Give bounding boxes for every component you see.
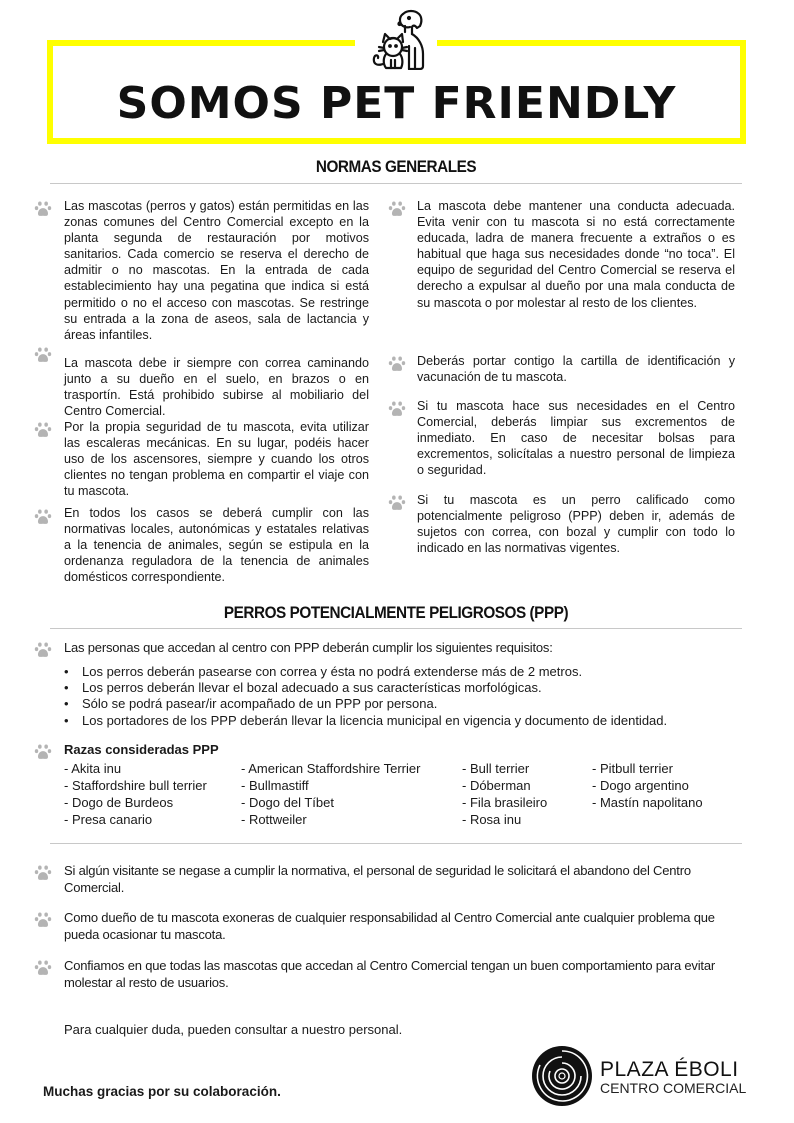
- breed-item: - Staffordshire bull terrier: [64, 778, 207, 793]
- breed-item: - Fila brasileiro: [462, 795, 548, 810]
- logo-subtitle: CENTRO COMERCIAL: [600, 1080, 747, 1096]
- breed-item: - Bullmastiff: [241, 778, 309, 793]
- page-title: SOMOS PET FRIENDLY: [116, 78, 677, 129]
- breed-item: - Akita inu: [64, 761, 122, 776]
- closing-text: Como dueño de tu mascota exoneras de cualquier responsabilidad al Centro Comercial ante cualquier problema que pueda ocasionar tu mascota.: [64, 910, 715, 942]
- dog-and-cat-icon: [365, 8, 429, 70]
- rule-text: Si tu mascota es un perro calificado como potencialmente peligroso (PPP) deben ir, además de sujetos con correa, con bozal y cumplir con todo lo indicado en las normativas vigentes.: [417, 493, 735, 556]
- paw-icon: [34, 911, 52, 929]
- breed-item: - Presa canario: [64, 812, 153, 827]
- paw-icon: [34, 508, 52, 526]
- rule-text: En todos los casos se deberá cumplir con las normativas locales, autonómicas y estatales relativas a la tenencia de animales, según se estipula en la ordenanza reguladora de la tenencia de animales domésticos correspondiente.: [64, 506, 369, 585]
- breeds-column: [241, 760, 420, 828]
- paw-icon: [34, 743, 52, 761]
- contact-note: Para cualquier duda, pueden consultar a nuestro personal.: [64, 1022, 403, 1037]
- breeds-column: [64, 760, 207, 828]
- rule-text: Si tu mascota hace sus necesidades en el Centro Comercial, deberás limpiar sus excrementos de inmediato. En caso de necesitar bolsas para excrementos, solicítalas a nuestro personal de limpieza o seguridad.: [417, 399, 735, 478]
- breed-item: - Dogo de Burdeos: [64, 795, 174, 810]
- section-title-ppp: PERROS POTENCIALMENTE PELIGROSOS (PPP): [223, 603, 569, 622]
- list-item: • Sólo se podrá pasear/ir acompañado de un PPP por persona.: [64, 696, 667, 712]
- breed-item: - Rosa inu: [462, 812, 522, 827]
- breed-item: - American Staffordshire Terrier: [241, 761, 421, 776]
- breed-item: - Dóberman: [462, 778, 531, 793]
- plaza-eboli-logo-icon: [531, 1045, 593, 1107]
- breed-item: - Dogo del Tíbet: [241, 795, 334, 810]
- divider: [50, 183, 742, 184]
- paw-icon: [34, 421, 52, 439]
- breed-item: - Bull terrier: [462, 761, 530, 776]
- breeds-column: [462, 760, 547, 828]
- paw-icon: [388, 355, 406, 373]
- divider: [50, 628, 742, 629]
- ppp-intro: Las personas que accedan al centro con PPP deberán cumplir los siguientes requisitos:: [64, 640, 553, 655]
- paw-icon: [34, 864, 52, 882]
- closing-text: Confiamos en que todas las mascotas que accedan al Centro Comercial tengan un buen comportamiento para evitar molestar al resto de usuarios.: [64, 958, 715, 990]
- ppp-requirements-list: [64, 664, 667, 729]
- thanks-text: Muchas gracias por su colaboración.: [43, 1084, 281, 1099]
- breed-item: - Mastín napolitano: [592, 795, 703, 810]
- paw-icon: [34, 200, 52, 218]
- paw-icon: [388, 494, 406, 512]
- paw-icon: [34, 959, 52, 977]
- breeds-column: [592, 760, 703, 811]
- rule-text: Deberás portar contigo la cartilla de identificación y vacunación de tu mascota.: [417, 354, 735, 385]
- list-item: • Los perros deberán pasearse con correa y ésta no podrá extenderse más de 2 metros.: [64, 664, 667, 680]
- rule-text: Por la propia seguridad de tu mascota, evita utilizar las escaleras mecánicas. En su lugar, podéis hacer uso de los ascensores, siempre y cuando los otros clientes no tengan problema en compartir el viaje con tu mascota.: [64, 420, 369, 499]
- section-title-normas-generales: NORMAS GENERALES: [315, 157, 477, 176]
- breed-item: - Pitbull terrier: [592, 761, 673, 776]
- breed-item: - Rottweiler: [241, 812, 307, 827]
- paw-icon: [388, 200, 406, 218]
- list-item: • Los portadores de los PPP deberán llevar la licencia municipal en vigencia y documento de identidad.: [64, 713, 667, 729]
- divider: [50, 843, 742, 844]
- paw-icon: [34, 346, 52, 364]
- paw-icon: [34, 641, 52, 659]
- logo-name: PLAZA ÉBOLI: [600, 1058, 739, 1081]
- closing-text: Si algún visitante se negase a cumplir la normativa, el personal de seguridad le solicitará el abandono del Centro Comercial.: [64, 863, 691, 895]
- rule-text: La mascota debe ir siempre con correa caminando junto a su dueño en el suelo, en brazos o en trasportín. Está prohibido subirse al mobiliario del Centro Comercial.: [64, 356, 369, 419]
- breed-item: - Dogo argentino: [592, 778, 689, 793]
- rule-text: La mascota debe mantener una conducta adecuada. Evita venir con tu mascota si no está correctamente educada, ladra de manera frecuente a extraños o es habitual que haga sus necesidades donde “no toca”. El equipo de seguridad del Centro Comercial se reserva el derecho a expulsar al dueño por una mala conducta de su mascota o por molestar al resto de los clientes.: [417, 199, 735, 310]
- rule-text: Las mascotas (perros y gatos) están permitidas en las zonas comunes del Centro Comercial excepto en la planta segunda de restauración por motivos sanitarios. Cada comercio se reserva el derecho de admitir o no mascotas. En la entrada de cada establecimiento hay una pegatina que indica si está permitido o no el acceso con mascotas. Se restringe su entrada a la zona de aseos, sala de lactancia y áreas infantiles.: [64, 199, 369, 342]
- breeds-title: Razas consideradas PPP: [64, 742, 219, 757]
- list-item: • Los perros deberán llevar el bozal adecuado a sus características morfológicas.: [64, 680, 667, 696]
- paw-icon: [388, 400, 406, 418]
